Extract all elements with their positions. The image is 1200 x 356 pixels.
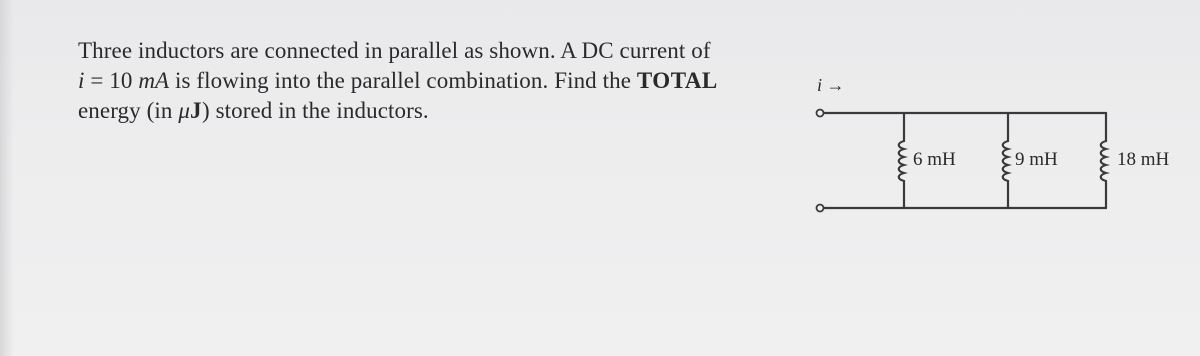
current-variable: i	[78, 68, 85, 93]
inductor-label-3: 18 mH	[1117, 149, 1170, 170]
joule-unit: J	[189, 98, 202, 123]
terminal-bottom-icon	[817, 205, 824, 212]
total-keyword: TOTAL	[636, 68, 718, 93]
current-symbol: i	[817, 75, 823, 95]
inductor-label-1: 6 mH	[913, 149, 956, 170]
current-unit: mA	[138, 68, 170, 93]
terminal-top-icon	[817, 110, 824, 117]
micro-symbol: μ	[178, 98, 190, 123]
inductor-coil-3	[1101, 141, 1106, 181]
inductor-coil-2	[1003, 141, 1008, 181]
problem-line-2-text: is flowing into the parallel combination. Find the	[169, 68, 637, 93]
problem-line-3-end: ) stored in the inductors.	[201, 98, 429, 123]
inductor-coil-1	[899, 141, 904, 181]
problem-line-1: Three inductors are connected in parallel as shown. A DC current of	[78, 38, 711, 63]
current-arrow-icon: →	[826, 75, 845, 95]
problem-line-3-start: energy (in	[78, 98, 179, 123]
inductor-label-2: 9 mH	[1015, 149, 1058, 170]
current-equals: = 10	[84, 68, 139, 93]
